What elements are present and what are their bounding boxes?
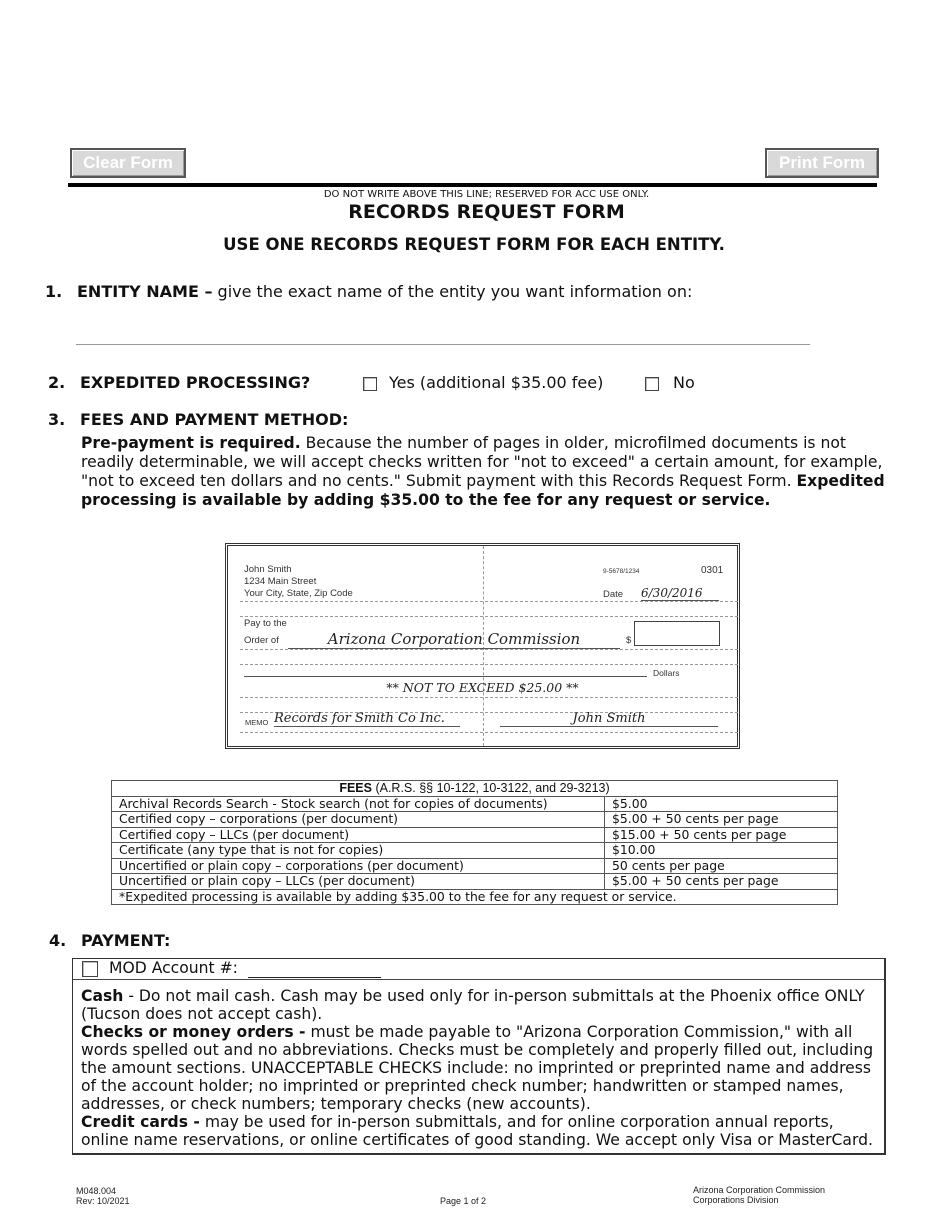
fee-amount: $5.00 + 50 cents per page	[605, 812, 838, 828]
fee-item: Archival Records Search - Stock search (not for copies of documents)	[112, 796, 605, 812]
fee-item: Uncertified or plain copy – LLCs (per document)	[112, 874, 605, 890]
section-1-heading	[77, 282, 692, 301]
check-number: 0301	[701, 565, 724, 576]
page-subtitle: USE ONE RECORDS REQUEST FORM FOR EACH ENTITY.	[223, 235, 725, 254]
prepayment-text: Because the number of pages in older, microfilmed documents is not readily determinable, we will accept checks written for "not to exceed" a certain amount, for example, "not to exceed ten dollars and no cents." Submit payment with this Records Request Form.	[81, 434, 883, 490]
check-payee: Arizona Corporation Commission	[288, 630, 620, 649]
check-pay-to-1: Pay to the	[244, 618, 287, 629]
reserved-divider	[68, 183, 877, 187]
fee-amount: $10.00	[605, 843, 838, 859]
payment-box	[72, 958, 886, 1155]
check-dollars-label: Dollars	[653, 668, 680, 678]
fees-header: FEES (A.R.S. §§ 10-122, 10-3122, and 29-3213)	[112, 781, 838, 797]
check-not-to-exceed: ** NOT TO EXCEED $25.00 **	[386, 680, 579, 695]
clear-form-button[interactable]: Clear Form	[70, 148, 186, 178]
cards-paragraph: Credit cards - may be used for in-person submittals, and for online corporation annual reports, online name reservations, or online certificates of good standing. We accept only Visa or MasterCard.	[81, 1113, 873, 1149]
fee-amount: $5.00 + 50 cents per page	[605, 874, 838, 890]
footer-right	[693, 1185, 825, 1205]
section-1-label: ENTITY NAME –	[77, 282, 213, 301]
print-form-button[interactable]: Print Form	[765, 148, 879, 178]
footer-left	[76, 1186, 130, 1206]
section-4-label: PAYMENT:	[81, 931, 171, 950]
check-memo: Records for Smith Co Inc.	[274, 711, 460, 727]
fee-amount: $15.00 + 50 cents per page	[605, 827, 838, 843]
section-2-number: 2.	[48, 373, 66, 392]
check-signature: John Smith	[500, 711, 718, 727]
sample-check	[225, 543, 740, 749]
fee-item: Certified copy – corporations (per document)	[112, 812, 605, 828]
expedited-yes-label: Yes (additional $35.00 fee)	[389, 373, 604, 392]
check-date: 6/30/2016	[641, 586, 719, 601]
page-number: Page 1 of 2	[440, 1196, 487, 1206]
check-date-label: Date	[603, 589, 624, 600]
expedited-no-label: No	[673, 373, 695, 392]
fee-item: Certificate (any type that is not for copies)	[112, 843, 605, 859]
check-memo-label: MEMO	[245, 718, 269, 727]
fees-table	[111, 780, 838, 905]
section-3-label: FEES AND PAYMENT METHOD:	[80, 410, 349, 429]
fees-header-row	[112, 781, 838, 797]
check-holder-street: 1234 Main Street	[244, 576, 317, 587]
expedited-no-checkbox[interactable]	[645, 377, 659, 391]
check-routing: 9-5678/1234	[603, 568, 640, 575]
section-2-label: EXPEDITED PROCESSING?	[80, 373, 311, 392]
check-holder-name: John Smith	[244, 564, 292, 575]
footer-division: Corporations Division	[693, 1195, 779, 1205]
expedited-bold: Expedited processing is available by adding $35.00 to the fee for any request or service.	[81, 472, 885, 509]
table-row	[112, 843, 838, 859]
form-code: M048.004	[76, 1186, 117, 1196]
check-written-amount-line	[244, 676, 647, 677]
section-1-number: 1.	[45, 282, 63, 301]
cash-paragraph: Cash - Do not mail cash. Cash may be used only for in-person submittals at the Phoenix office ONLY (Tucson does not accept cash).	[81, 987, 865, 1023]
table-row	[112, 812, 838, 828]
table-row	[112, 874, 838, 890]
mod-account-checkbox[interactable]	[82, 961, 98, 977]
check-pay-to-2: Order of	[244, 635, 279, 646]
fees-footnote-row	[112, 889, 838, 905]
form-revision: Rev: 10/2021	[76, 1196, 130, 1206]
fees-footnote: *Expedited processing is available by adding $35.00 to the fee for any request or service.	[112, 889, 838, 905]
fee-amount: 50 cents per page	[605, 858, 838, 874]
mod-account-input[interactable]	[248, 961, 381, 978]
fee-item: Certified copy – LLCs (per document)	[112, 827, 605, 843]
check-dollar-sign: $	[626, 635, 632, 646]
prepayment-bold: Pre-payment is required.	[81, 434, 301, 452]
payment-methods-text	[81, 987, 881, 1149]
table-row	[112, 858, 838, 874]
expedited-yes-checkbox[interactable]	[363, 377, 377, 391]
fee-item: Uncertified or plain copy – corporations (per document)	[112, 858, 605, 874]
check-holder-city: Your City, State, Zip Code	[244, 588, 353, 599]
page-title: RECORDS REQUEST FORM	[348, 201, 625, 223]
check-amount-box	[634, 621, 720, 646]
section-1-text: give the exact name of the entity you want information on:	[212, 282, 693, 301]
mod-account-label: MOD Account #:	[109, 959, 238, 977]
fee-amount: $5.00	[605, 796, 838, 812]
entity-name-input[interactable]	[76, 326, 810, 345]
reserved-note: DO NOT WRITE ABOVE THIS LINE; RESERVED FOR ACC USE ONLY.	[323, 189, 650, 200]
checks-paragraph: Checks or money orders - must be made payable to "Arizona Corporation Commission," with all words spelled out and no abbreviations. Checks must be completely and properly filled out, including the amount sections. UNACCEPTABLE CHECKS include: no imprinted or preprinted name and address of the account holder; no imprinted or preprinted check number; handwritten or stamped names, addresses, or check numbers; temporary checks (new accounts).	[81, 1023, 874, 1113]
section-4-number: 4.	[49, 931, 67, 950]
section-3-number: 3.	[48, 410, 66, 429]
payment-instructions	[81, 434, 893, 510]
footer-org: Arizona Corporation Commission	[693, 1185, 826, 1195]
table-row	[112, 827, 838, 843]
table-row	[112, 796, 838, 812]
